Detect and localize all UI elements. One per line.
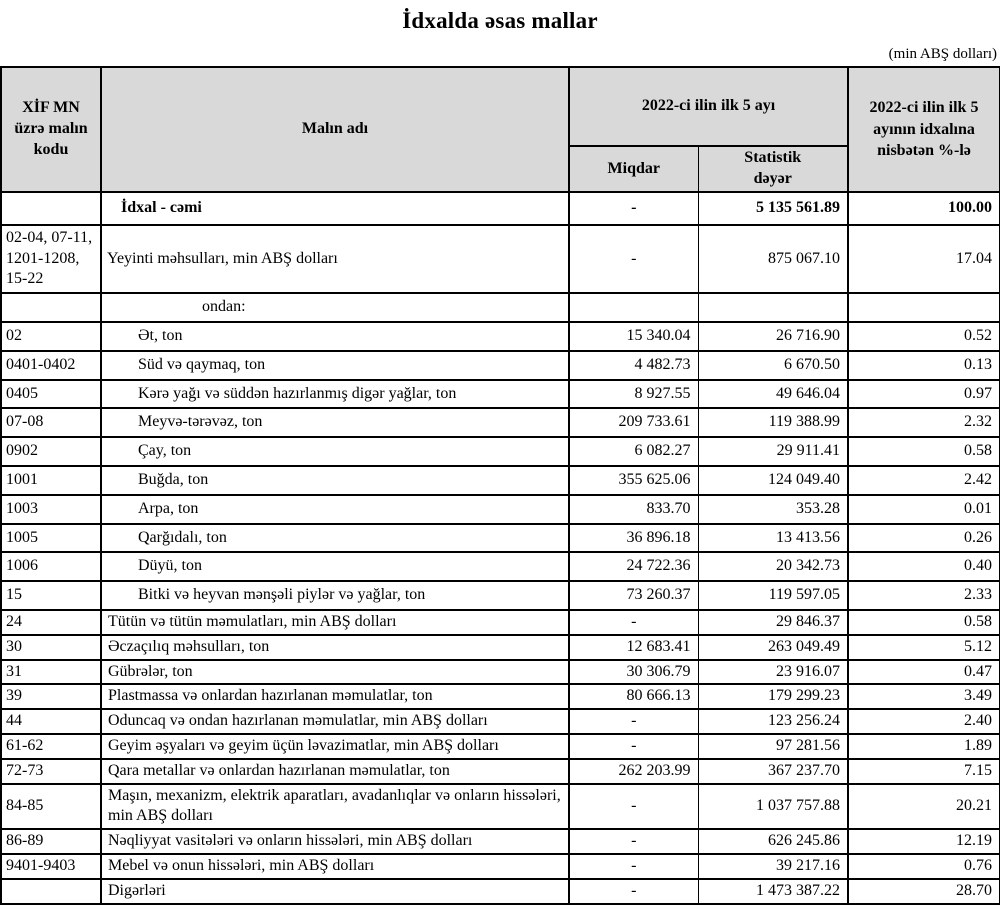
cell-name: Oduncaq və ondan hazırlanan məmulatlar, min ABŞ dolları [101,709,569,734]
cell-pct: 2.32 [848,408,1000,437]
cell-qty: 4 482.73 [569,351,698,380]
cell-code: 02-04, 07-11, 1201-1208, 15-22 [1,225,101,293]
cell-name: Buğda, ton [101,466,569,495]
table-row [1,610,1000,635]
cell-pct: 7.15 [848,759,1000,784]
table-body [1,192,1000,904]
cell-value: 1 473 387.22 [698,879,848,904]
table-row [1,734,1000,759]
cell-value: 97 281.56 [698,734,848,759]
table-row [1,380,1000,409]
cell-pct: 20.21 [848,784,1000,830]
cell-qty: 30 306.79 [569,660,698,685]
cell-qty: 833.70 [569,495,698,524]
cell-pct: 0.76 [848,854,1000,879]
table-row [1,192,1000,225]
cell-pct: 0.01 [848,495,1000,524]
cell-name: Kərə yağı və süddən hazırlanmış digər yağlar, ton [101,380,569,409]
cell-pct: 5.12 [848,635,1000,660]
cell-code: 0405 [1,380,101,409]
cell-code: 07-08 [1,408,101,437]
cell-name: Gübrələr, ton [101,660,569,685]
table-row [1,829,1000,854]
cell-name: Bitki və heyvan mənşəli piylər və yağlar, ton [101,581,569,610]
cell-name: Qarğıdalı, ton [101,524,569,553]
cell-code: 02 [1,322,101,351]
cell-pct: 0.47 [848,660,1000,685]
table-row [1,408,1000,437]
cell-pct: 3.49 [848,684,1000,709]
cell-value: 626 245.86 [698,829,848,854]
cell-code: 44 [1,709,101,734]
cell-qty: 12 683.41 [569,635,698,660]
header-quantity: Miqdar [569,146,698,192]
cell-code: 1003 [1,495,101,524]
cell-pct: 12.19 [848,829,1000,854]
header-percent: 2022-ci ilin ilk 5 ayının idxalına nisbətən %-lə [848,67,1000,192]
header-period: 2022-ci ilin ilk 5 ayı [569,67,848,146]
cell-value: 29 846.37 [698,610,848,635]
cell-name: ondan: [101,293,569,322]
cell-code: 61-62 [1,734,101,759]
cell-name: Meyvə-tərəvəz, ton [101,408,569,437]
header-name: Malın adı [101,67,569,192]
table-row [1,581,1000,610]
cell-value: 119 388.99 [698,408,848,437]
table-row [1,225,1000,293]
cell-value: 124 049.40 [698,466,848,495]
cell-code: 9401-9403 [1,854,101,879]
cell-qty: 355 625.06 [569,466,698,495]
cell-pct: 0.40 [848,552,1000,581]
cell-qty: - [569,879,698,904]
cell-pct: 0.58 [848,610,1000,635]
table-row [1,635,1000,660]
table-row [1,879,1000,904]
cell-code [1,879,101,904]
cell-qty: 73 260.37 [569,581,698,610]
header-code: XİF MN üzrə malın kodu [1,67,101,192]
cell-code: 24 [1,610,101,635]
cell-qty: 80 666.13 [569,684,698,709]
cell-code: 84-85 [1,784,101,830]
cell-value: 875 067.10 [698,225,848,293]
cell-pct [848,293,1000,322]
cell-value: 179 299.23 [698,684,848,709]
cell-code: 1005 [1,524,101,553]
cell-value [698,293,848,322]
cell-name: Əczaçılıq məhsulları, ton [101,635,569,660]
cell-pct: 100.00 [848,192,1000,225]
cell-pct: 0.52 [848,322,1000,351]
cell-value: 23 916.07 [698,660,848,685]
cell-qty: - [569,610,698,635]
cell-name: Süd və qaymaq, ton [101,351,569,380]
cell-value: 123 256.24 [698,709,848,734]
cell-name: Yeyinti məhsulları, min ABŞ dolları [101,225,569,293]
cell-pct: 0.58 [848,437,1000,466]
cell-name: Düyü, ton [101,552,569,581]
table-row [1,351,1000,380]
cell-pct: 17.04 [848,225,1000,293]
cell-value: 367 237.70 [698,759,848,784]
cell-name: Qara metallar və onlardan hazırlanan məmulatlar, ton [101,759,569,784]
cell-code: 0401-0402 [1,351,101,380]
cell-value: 49 646.04 [698,380,848,409]
cell-name: Mebel və onun hissələri, min ABŞ dolları [101,854,569,879]
cell-name: Geyim əşyaları və geyim üçün ləvazimatlar, min ABŞ dolları [101,734,569,759]
cell-code [1,192,101,225]
cell-qty: 6 082.27 [569,437,698,466]
cell-qty: 36 896.18 [569,524,698,553]
cell-qty: - [569,854,698,879]
cell-value: 353.28 [698,495,848,524]
cell-value: 5 135 561.89 [698,192,848,225]
table-row [1,709,1000,734]
cell-name: Nəqliyyat vasitələri və onların hissələri, min ABŞ dolları [101,829,569,854]
cell-pct: 2.33 [848,581,1000,610]
table-row [1,437,1000,466]
cell-qty: - [569,709,698,734]
cell-value: 263 049.49 [698,635,848,660]
cell-code: 39 [1,684,101,709]
cell-name: Tütün və tütün məmulatları, min ABŞ dolları [101,610,569,635]
cell-qty: 262 203.99 [569,759,698,784]
cell-pct: 0.97 [848,380,1000,409]
table-row [1,495,1000,524]
cell-qty [569,293,698,322]
cell-qty: 15 340.04 [569,322,698,351]
table-header [1,67,1000,192]
cell-qty: 8 927.55 [569,380,698,409]
header-statistical-value: Statistik dəyər [698,146,848,192]
cell-pct: 0.13 [848,351,1000,380]
page-title: İdxalda əsas mallar [402,8,598,33]
cell-value: 29 911.41 [698,437,848,466]
cell-pct: 2.42 [848,466,1000,495]
cell-qty: - [569,829,698,854]
cell-value: 1 037 757.88 [698,784,848,830]
table-row [1,322,1000,351]
cell-value: 119 597.05 [698,581,848,610]
cell-pct: 2.40 [848,709,1000,734]
cell-value: 13 413.56 [698,524,848,553]
table-row [1,684,1000,709]
cell-qty: - [569,192,698,225]
cell-qty: - [569,225,698,293]
table-row [1,524,1000,553]
cell-pct: 1.89 [848,734,1000,759]
cell-code: 1006 [1,552,101,581]
unit-note: (min ABŞ dolları) [888,46,997,62]
cell-code: 31 [1,660,101,685]
imports-table [0,66,1000,905]
table-row [1,293,1000,322]
table-row [1,660,1000,685]
cell-name: Arpa, ton [101,495,569,524]
cell-value: 26 716.90 [698,322,848,351]
cell-code: 30 [1,635,101,660]
cell-value: 20 342.73 [698,552,848,581]
cell-qty: 209 733.61 [569,408,698,437]
cell-pct: 0.26 [848,524,1000,553]
cell-code: 72-73 [1,759,101,784]
table-row [1,552,1000,581]
cell-qty: 24 722.36 [569,552,698,581]
cell-name: Ət, ton [101,322,569,351]
table-row [1,759,1000,784]
cell-qty: - [569,734,698,759]
table-row [1,854,1000,879]
cell-name: Plastmassa və onlardan hazırlanan məmulatlar, ton [101,684,569,709]
cell-name: Çay, ton [101,437,569,466]
cell-name: Maşın, mexanizm, elektrik aparatları, avadanlıqlar və onların hissələri, min ABŞ dolları [101,784,569,830]
cell-name: Digərləri [101,879,569,904]
cell-code: 86-89 [1,829,101,854]
cell-code: 0902 [1,437,101,466]
cell-code: 1001 [1,466,101,495]
cell-value: 39 217.16 [698,854,848,879]
cell-pct: 28.70 [848,879,1000,904]
cell-name: İdxal - cəmi [101,192,569,225]
cell-value: 6 670.50 [698,351,848,380]
table-row [1,466,1000,495]
cell-qty: - [569,784,698,830]
cell-code [1,293,101,322]
table-row [1,784,1000,830]
cell-code: 15 [1,581,101,610]
